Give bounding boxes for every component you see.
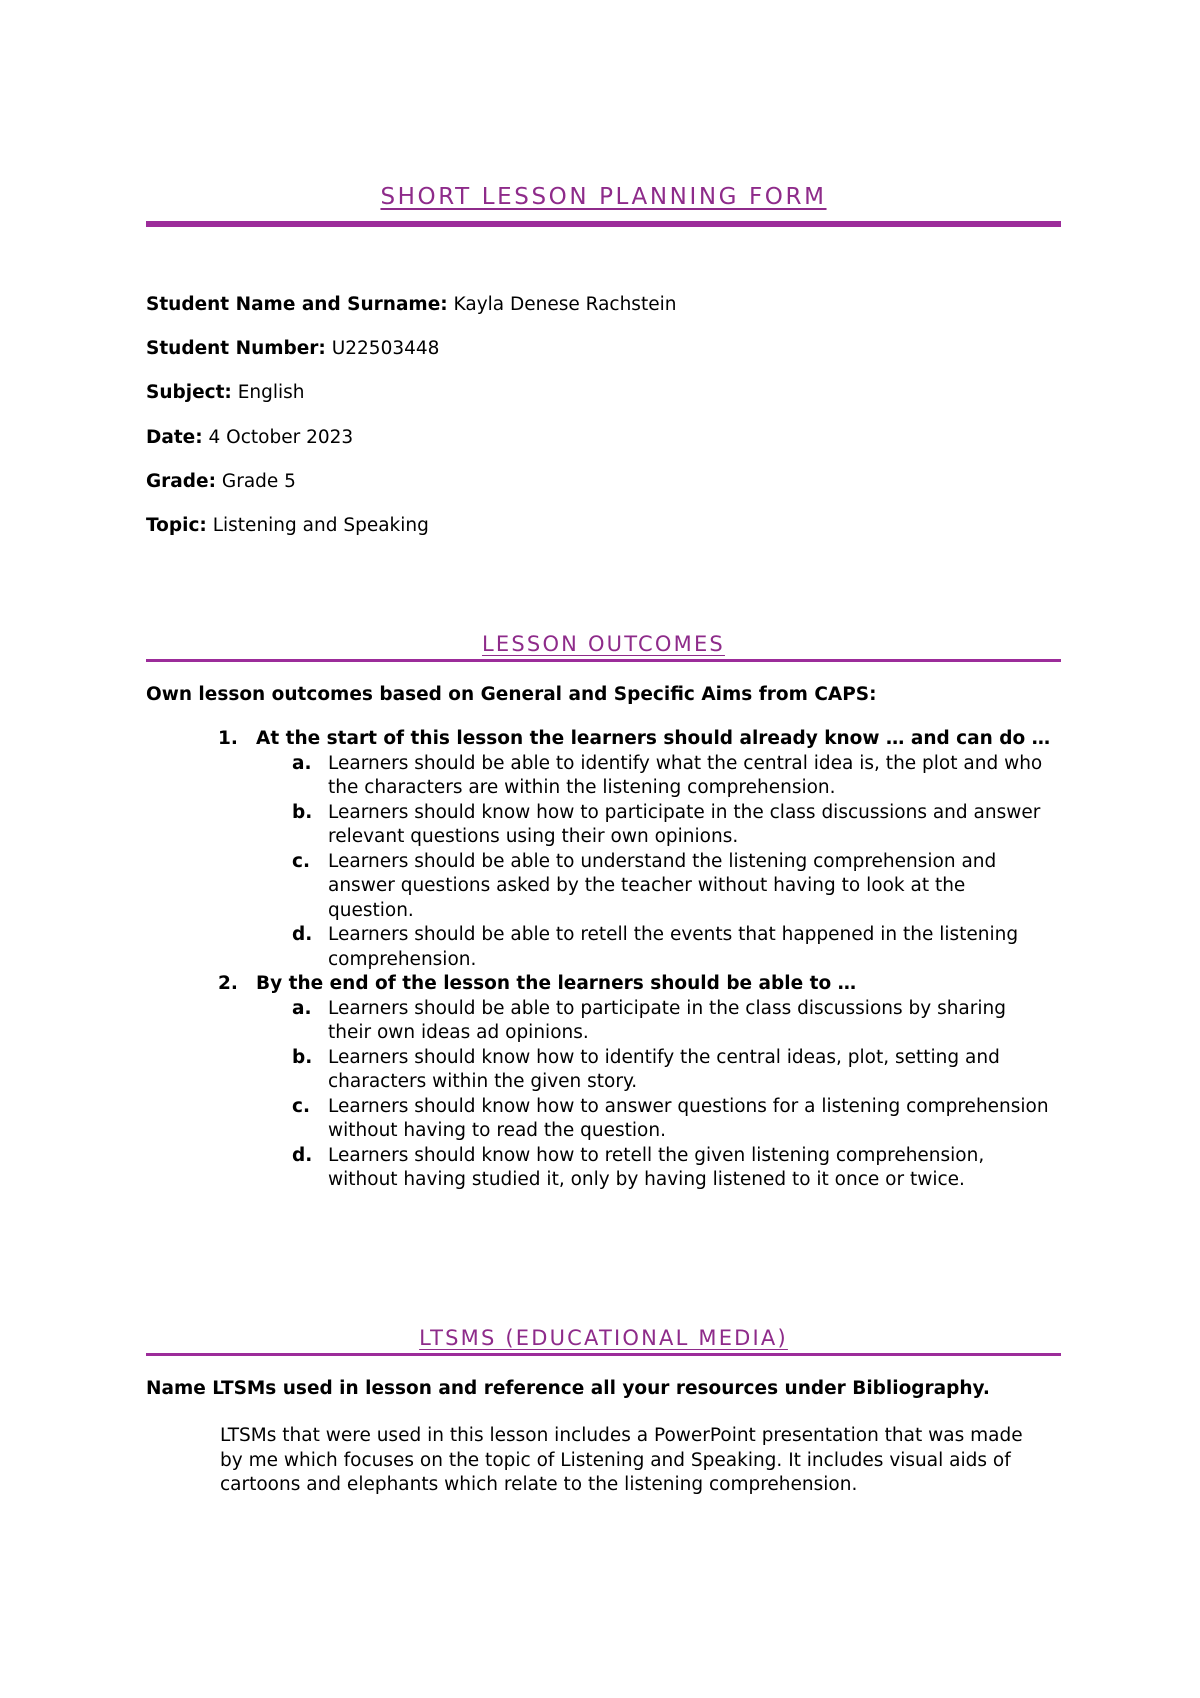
sub-letter: a. xyxy=(292,752,312,774)
form-title: SHORT LESSON PLANNING FORM xyxy=(380,184,827,210)
sub-item xyxy=(146,752,1061,801)
sub-text: Learners should be able to retell the events that happened in the listening comprehension. xyxy=(328,924,1019,970)
sub-item xyxy=(146,1046,1061,1095)
info-row-date xyxy=(146,426,1061,470)
ltsms-heading: LTSMS (EDUCATIONAL MEDIA) xyxy=(419,1326,788,1350)
info-value: Listening and Speaking xyxy=(212,514,429,536)
sub-text: Learners should know how to retell the given listening comprehension, without having studied it, only by having listened to it once or twice. xyxy=(328,1144,985,1190)
info-label: Grade: xyxy=(146,470,216,492)
outcomes-lead: Own lesson outcomes based on General and Specific Aims from CAPS: xyxy=(146,684,877,705)
list-item-text: By the end of the lesson the learners should be able to … xyxy=(256,973,857,994)
sub-text: Learners should be able to participate in the class discussions by sharing their own ideas ad opinions. xyxy=(328,997,1006,1043)
outcomes-heading: LESSON OUTCOMES xyxy=(482,632,725,656)
ltsms-rule xyxy=(146,1353,1061,1356)
sub-text: Learners should know how to participate in the class discussions and answer relevant questions using their own opinions. xyxy=(328,801,1041,847)
info-value: Grade 5 xyxy=(221,470,296,492)
sub-text: Learners should be able to identify what the central idea is, the plot and who the characters are within the listening comprehension. xyxy=(328,752,1043,798)
info-value: 4 October 2023 xyxy=(208,426,354,448)
outcomes-rule xyxy=(146,659,1061,662)
sub-item xyxy=(146,801,1061,850)
sub-text: Learners should know how to identify the central ideas, plot, setting and characters within the given story. xyxy=(328,1046,1000,1092)
sub-item xyxy=(146,997,1061,1046)
info-value: English xyxy=(237,382,305,404)
sub-item xyxy=(146,1095,1061,1144)
info-row-topic xyxy=(146,514,1061,558)
outcomes-list xyxy=(146,727,1061,1193)
sub-letter: c. xyxy=(292,1095,310,1117)
sub-letter: c. xyxy=(292,850,310,872)
info-row-grade xyxy=(146,470,1061,514)
sub-letter: b. xyxy=(292,1046,313,1068)
title-rule xyxy=(146,221,1061,227)
sub-item xyxy=(146,1144,1061,1193)
info-label: Student Number: xyxy=(146,338,326,360)
list-item xyxy=(146,727,1061,972)
student-info xyxy=(146,293,1061,558)
info-row-subject xyxy=(146,381,1061,425)
sub-letter: d. xyxy=(292,1144,313,1166)
ltsms-lead: Name LTSMs used in lesson and reference all your resources under Bibliography. xyxy=(146,1378,990,1399)
sub-text: Learners should know how to answer questions for a listening comprehension without having to read the question. xyxy=(328,1095,1049,1141)
sub-item xyxy=(146,850,1061,924)
info-label: Student Name and Surname: xyxy=(146,294,448,315)
info-row-name xyxy=(146,293,1061,337)
list-item-text: At the start of this lesson the learners should already know … and can do … xyxy=(256,728,1051,749)
list-number: 2. xyxy=(218,973,238,994)
sub-text: Learners should be able to understand the listening comprehension and answer questions asked by the teacher without having to look at the question. xyxy=(328,850,997,921)
sub-letter: a. xyxy=(292,997,312,1019)
info-value: Kayla Denese Rachstein xyxy=(453,294,677,315)
sub-item xyxy=(146,923,1061,972)
info-label: Date: xyxy=(146,426,203,448)
list-item xyxy=(146,972,1061,1193)
ltsms-paragraph: LTSMs that were used in this lesson includes a PowerPoint presentation that was made by me which focuses on the topic of Listening and Speaking. It includes visual aids of cartoons and elephants which relate to the listening comprehension. xyxy=(220,1425,1023,1495)
list-number: 1. xyxy=(218,728,238,749)
info-label: Topic: xyxy=(146,514,207,536)
info-label: Subject: xyxy=(146,382,232,404)
info-row-number xyxy=(146,337,1061,381)
info-value: U22503448 xyxy=(331,338,440,360)
sub-letter: d. xyxy=(292,924,313,945)
sub-letter: b. xyxy=(292,801,313,823)
